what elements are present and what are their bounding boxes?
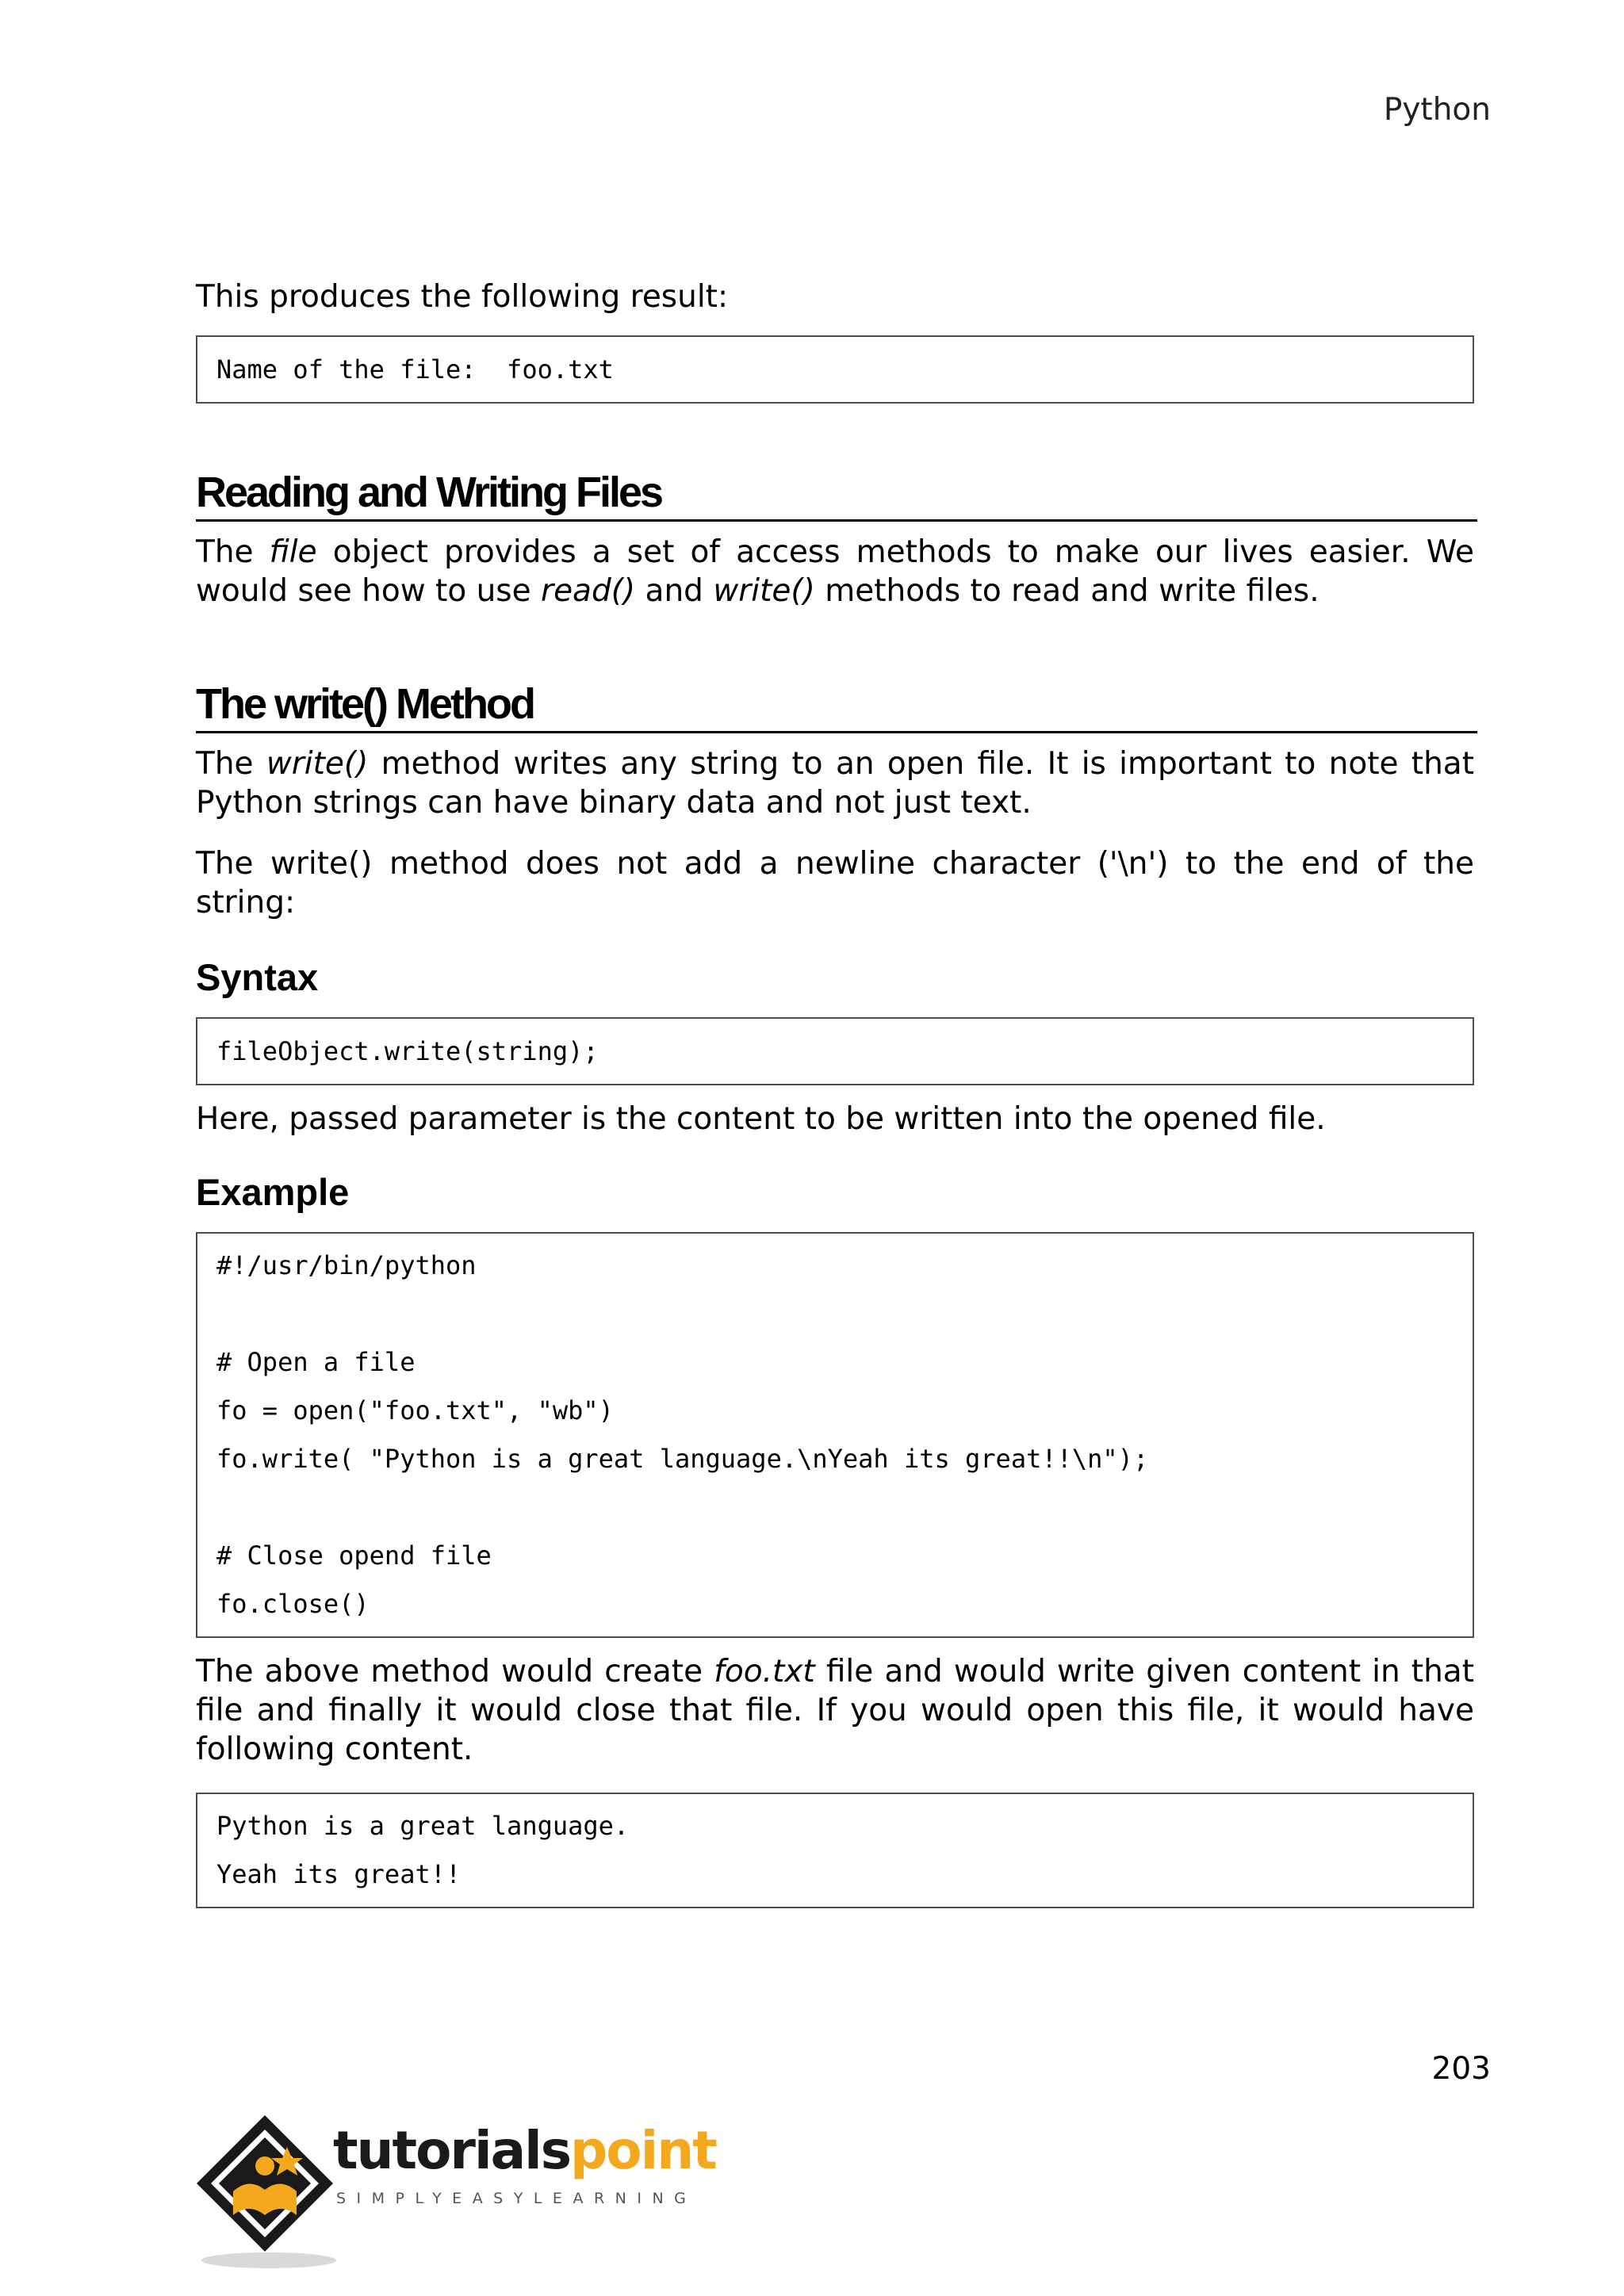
- read-term: read(): [541, 573, 636, 609]
- example-code-box: [196, 1232, 1474, 1638]
- example-heading: Example: [196, 1171, 350, 1213]
- paragraph-reading: The file object provides a set of access methods to make our lives easier. We would see how to use read() and write() methods to read and write files.: [196, 534, 1474, 609]
- section-heading-write-method: The write() Method: [196, 679, 1477, 733]
- code-line: Name of the file: foo.txt: [216, 354, 614, 385]
- example-after-text: The above method would create foo.txt file and would write given content in that file and finally it would close that file. If you would open this file, it would have following content.: [196, 1654, 1475, 1767]
- syntax-description: Here, passed parameter is the content to be written into the opened file.: [196, 1101, 1326, 1137]
- logo-wordmark: tutorialspoint: [333, 2120, 716, 2181]
- logo-tagline: SIMPLYEASYLEARNING: [336, 2190, 697, 2207]
- code-line: Yeah its great!!: [216, 1859, 462, 1889]
- paragraph-write-2: The write() method does not add a newline character ('\n') to the end of the string:: [196, 846, 1474, 920]
- foo-txt-term: foo.txt: [714, 1654, 815, 1689]
- code-line: Python is a great language.: [216, 1811, 630, 1841]
- syntax-heading: Syntax: [196, 956, 319, 998]
- code-line: fo = open("foo.txt", "wb"): [216, 1395, 614, 1425]
- logo-mark-icon: [193, 2114, 344, 2272]
- tutorialspoint-logo: [193, 2114, 716, 2275]
- code-line: [216, 1483, 1454, 1532]
- code-line: fileObject.write(string);: [216, 1036, 599, 1066]
- code-line: fo.write( "Python is a great language.\nYeah its great!!\n");: [216, 1444, 1149, 1474]
- page-content: [196, 277, 1474, 1908]
- write-term: write(): [266, 746, 369, 782]
- section-heading-reading-writing: Reading and Writing Files: [196, 467, 1477, 522]
- write-term: write(): [713, 573, 815, 609]
- code-line: # Open a file: [216, 1347, 416, 1377]
- page-number: 203: [1431, 2051, 1491, 2087]
- intro-text: This produces the following result:: [196, 279, 729, 315]
- file-term: file: [269, 534, 317, 570]
- code-line: fo.close(): [216, 1589, 370, 1619]
- result-code-box: [196, 335, 1474, 404]
- running-header: Python: [1383, 92, 1491, 128]
- code-line: [216, 1290, 1454, 1338]
- code-line: # Close opend file: [216, 1540, 492, 1571]
- syntax-code-box: [196, 1017, 1474, 1085]
- output-code-box: [196, 1793, 1474, 1908]
- paragraph-write-1: The write() method writes any string to an open file. It is important to note that Python strings can have binary data and not just text.: [196, 746, 1474, 821]
- code-line: #!/usr/bin/python: [216, 1250, 477, 1280]
